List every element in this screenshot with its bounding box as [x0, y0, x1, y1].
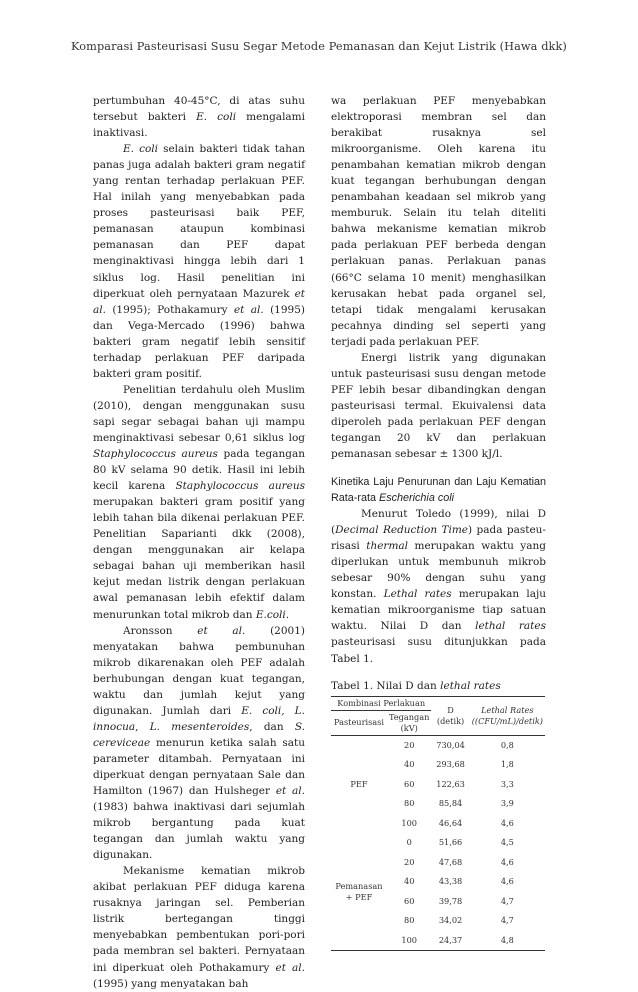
paragraph: Aronsson et al. (2001) menyatakan bahwa pembunuhan mikrob dikarenakan oleh PEF adalah berhubungan dengan kuat tegangan, waktu dan jumlah kejut yang digunakan. Jumlah dari E. coli, L. innocua, L. mesenteroides, dan S. cereviceae menurun ketika salah satu parameter ditambah. Pernyataan ini diperkuat dengan pernyataan Sale dan Hamilton (1967) dan Hulsheger et al. (1983) bahwa inaktivasi dari sejumlah mikrob bergantung pada kuat tegangan dan jumlah waktu yang digunakan. — [93, 624, 305, 862]
left-column — [93, 93, 305, 992]
table-cell-d: 122,63 — [436, 778, 465, 789]
table-header-d: D (detik) — [431, 696, 469, 735]
table-cell-tegangan: 100 — [401, 817, 418, 828]
table-cell-d: 730,04 — [436, 739, 465, 750]
table-cell-d: 293,68 — [436, 759, 465, 770]
running-header: Komparasi Pasteurisasi Susu Segar Metode Pemanasan dan Kejut Listrik (Hawa dkk) — [71, 40, 567, 53]
table-cell-d: 24,37 — [431, 931, 469, 951]
table-cell-tegangan: 80 — [403, 915, 415, 926]
table-cell-lethal: 4,6 — [500, 876, 514, 887]
table-row — [331, 735, 545, 755]
table-cell-lethal: 4,6 — [500, 817, 514, 828]
table-cell-group: PEF — [350, 778, 368, 789]
table-cell-d: 85,84 — [438, 798, 463, 809]
table-cell-tegangan: 20 — [403, 739, 415, 750]
right-column — [331, 93, 546, 951]
table-header-lethal: Lethal Rates ((CFU/mL)/detik) — [470, 696, 545, 735]
table-cell-lethal: 3,3 — [500, 778, 514, 789]
table-cell-d: 47,68 — [438, 856, 463, 867]
table-header-tegangan: Tegangan (kV) — [387, 710, 431, 735]
table-cell-tegangan: 20 — [403, 856, 415, 867]
table-cell-tegangan: 60 — [403, 778, 415, 789]
table-cell-lethal: 4,7 — [500, 915, 514, 926]
data-table — [331, 696, 545, 952]
table-cell-lethal: 3,9 — [500, 798, 514, 809]
paragraph: Penelitian terdahulu oleh Muslim (2010), dengan menggunakan susu sapi segar sebagai bahan uji mampu menginaktivasi sebesar 0,61 siklus log Staphylococcus aureus pada tegangan 80 kV selama 90 detik. Hasil ini lebih kecil karena Staphylococcus aureus merupakan bakteri gram positif yang lebih tahan bila dikenai perlakuan PEF. Penelitian Saparianti dkk (2008), dengan menggunakan air kelapa sebagai bahan uji memberikan hasil kejut medan listrik dengan perlakuan awal pemanasan lebih efektif dalam menurunkan total mikrob dan E.coli. — [93, 383, 305, 621]
table-cell-lethal: 4,6 — [500, 856, 514, 867]
table-cell-tegangan: 80 — [403, 798, 415, 809]
paragraph: Mekanisme kematian mikrob akibat perlakuan PEF diduga karena rusaknya jaringan sel. Pemberian listrik bertegangan tinggi menyebabkan pembentukan pori-pori pada membran sel bakteri. Pernyataan ini diperkuat oleh Pothakamury et al. (1995) yang menyatakan bah — [93, 865, 306, 990]
table-cell-tegangan: 0 — [406, 837, 412, 848]
table-cell-lethal: 4,8 — [470, 931, 545, 951]
table-cell-tegangan: 100 — [387, 931, 431, 951]
table-cell-group: Pemanasan + PEF — [331, 833, 387, 951]
section-heading: Kinetika Laju Penurunan dan Laju Kematian Rata-rata Escherichia coli — [331, 476, 546, 505]
table-cell-d: 39,78 — [438, 895, 463, 906]
paragraph: E. coli selain bakteri tidak tahan panas juga adalah bakteri gram negatif yang rentan terhadap perlakuan PEF. Hal inilah yang menyebabkan pada proses pasteurisasi baik PEF, pemanasan ataupun kombinasi pemanasan dan PEF dapat menginaktivasi hingga lebih dari 1 siklus log. Hasil penelitian ini diperkuat oleh pernyataan Mazurek et al. (1995); Pothakamury et al. (1995) dan Vega-Mercado (1996) bahwa bakteri gram negatif lebih sensitif terhadap perlakuan PEF daripada bakteri gram positif. — [93, 143, 305, 380]
table-cell-d: 34,02 — [438, 915, 463, 926]
table-header-pasteurisasi: Pasteurisasi — [331, 710, 387, 735]
table-cell-tegangan: 60 — [403, 895, 415, 906]
table-cell-tegangan: 40 — [403, 759, 415, 770]
table-cell-lethal: 4,5 — [500, 837, 514, 848]
table-row — [331, 833, 545, 853]
table-cell-d: 46,64 — [438, 817, 463, 828]
table-cell-d: 43,38 — [438, 876, 463, 887]
paragraph: Energi listrik yang digunakan untuk pasteurisasi susu dengan metode PEF lebih besar dibandingkan dengan pasteurisasi termal. Ekuivalensi data diperoleh pada perlakuan PEF dengan tegangan 20 kV dan perlakuan pemanasan sebesar ± 1300 kJ/l. — [331, 351, 546, 461]
table-cell-lethal: 4,7 — [500, 895, 514, 906]
table-cell-d: 51,66 — [438, 837, 463, 848]
table-header-kombinasi: Kombinasi Perlakuan — [331, 696, 431, 710]
paragraph: Menurut Toledo (1999), nilai D (Decimal Reduction Time) pada pasteurisasi thermal merupakan waktu yang diperlukan untuk membunuh mikrob sebesar 90% dengan suhu yang konstan. Lethal rates merupakan laju kematian mikroorganisme tiap satuan waktu. Nilai D dan lethal rates pasteurisasi susu ditunjukkan pada Tabel 1. — [331, 508, 546, 665]
paragraph: pertumbuhan 40-45°C, di atas suhu tersebut bakteri E. coli mengalami inaktivasi. — [93, 95, 306, 140]
table-cell-lethal: 0,8 — [500, 739, 514, 750]
table-caption: Tabel 1. Nilai D dan lethal rates — [331, 679, 501, 692]
table-cell-lethal: 1,8 — [500, 759, 514, 770]
paragraph: wa perlakuan PEF menyebabkan elektroporasi membran sel dan berakibat rusaknya sel mikroorganisme. Oleh karena itu penambahan kematian mikrob dengan kuat tegangan berhubungan dengan penambahan keadaan sel mikrob yang memburuk. Selain itu telah diteliti bahwa mekanisme kematian mikrob pada perlakuan PEF berbeda dengan perlakuan panas. Perlakuan panas (66°C selama 10 menit) menghasilkan kerusakan hebat pada organel sel, tetapi tidak mengalami kerusakan pecahnya dinding sel seperti yang terjadi pada perlakuan PEF. — [331, 95, 546, 348]
table-cell-tegangan: 40 — [403, 876, 415, 887]
